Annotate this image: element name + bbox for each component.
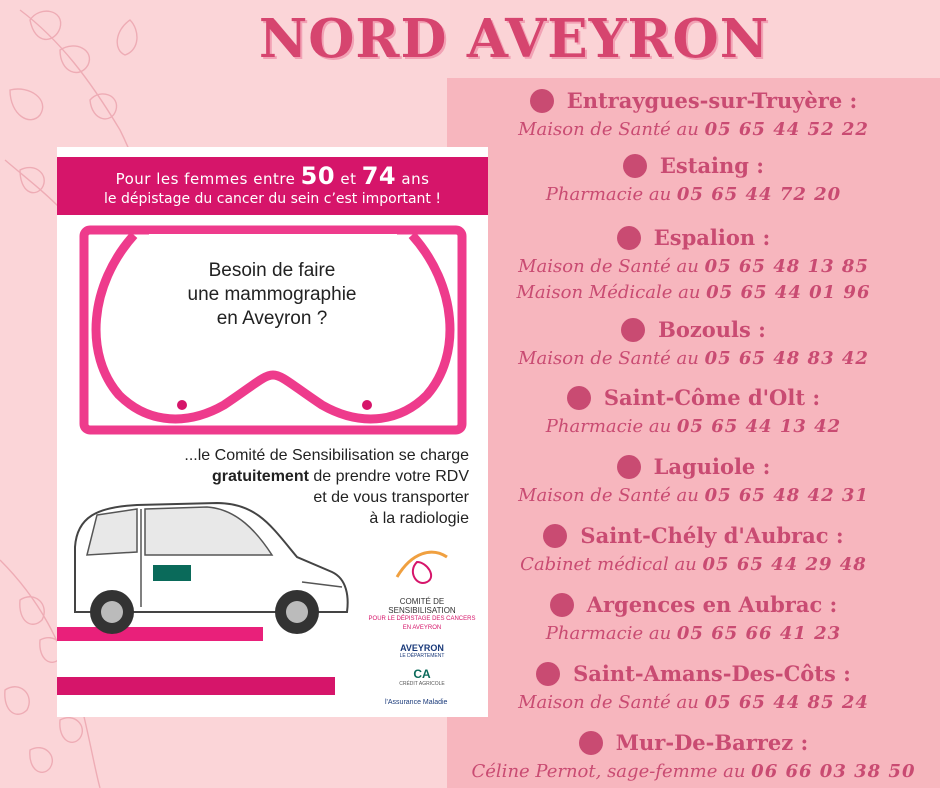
- town-name: [617, 454, 771, 479]
- header-prefix: Pour les femmes entre: [115, 170, 301, 188]
- contact-label: Pharmacie au: [545, 622, 677, 644]
- contact-label: Céline Pernot, sage-femme au: [471, 760, 752, 782]
- contact-label: Maison de Santé au: [518, 347, 705, 369]
- question-line2: une mammographie: [187, 284, 357, 305]
- town-name: [536, 661, 851, 686]
- contact-line: [447, 621, 940, 647]
- bullet-dot-icon: [567, 386, 591, 410]
- contact-line: [447, 414, 940, 440]
- phone-number[interactable]: 05 65 66 41 23: [676, 622, 842, 644]
- bullet-dot-icon: [536, 662, 560, 686]
- town-name: [623, 153, 764, 178]
- town-label: Argences en Aubrac :: [586, 592, 838, 617]
- header-age-min: 50: [300, 162, 336, 190]
- contact-label: Maison de Santé au: [518, 255, 705, 277]
- contact-label: Cabinet médical au: [520, 553, 703, 575]
- town-entry: [447, 592, 940, 647]
- town-name: [550, 592, 838, 617]
- header-age-max: 74: [361, 162, 397, 190]
- pink-stripe-lower: [57, 677, 335, 695]
- bullet-dot-icon: [617, 455, 641, 479]
- poster: [57, 147, 488, 717]
- town-entry: [447, 730, 940, 785]
- contact-label: Pharmacie au: [545, 415, 677, 437]
- contact-label: Pharmacie au: [545, 183, 677, 205]
- contact-line: [447, 759, 940, 785]
- csc-logo-text: COMITÉ DE SENSIBILISATION: [388, 597, 456, 615]
- question-line1: Besoin de faire: [208, 260, 336, 281]
- csc-logo-sub: POUR LE DÉPISTAGE DES CANCERS: [368, 616, 476, 622]
- aveyron-logo-text: AVEYRON: [400, 643, 444, 653]
- csc-logo-sub2: EN AVEYRON: [402, 625, 442, 631]
- town-label: Laguiole :: [653, 454, 771, 479]
- phone-number[interactable]: 05 65 44 01 96: [706, 281, 871, 303]
- town-name: [543, 523, 843, 548]
- town-entry: [447, 454, 940, 509]
- contact-line: [447, 483, 940, 509]
- town-entry: [447, 523, 940, 578]
- page-title: NORD AVEYRON: [258, 8, 770, 70]
- town-label: Saint-Chély d'Aubrac :: [580, 523, 844, 548]
- town-label: Bozouls :: [658, 317, 766, 342]
- town-entry: [447, 317, 940, 372]
- body-line4: à la radiologie: [369, 510, 469, 527]
- town-label: Espalion :: [653, 225, 771, 250]
- town-name: [617, 225, 770, 250]
- contact-label: Maison de Santé au: [518, 691, 705, 713]
- assurance-maladie-logo: l'Assurance Maladie: [385, 699, 448, 706]
- ca-logo-text: CA: [413, 667, 431, 681]
- town-entry: [447, 88, 940, 143]
- body-line2: [117, 466, 469, 487]
- town-entry: [447, 661, 940, 716]
- contact-line: [447, 346, 940, 372]
- phone-number[interactable]: 05 65 44 85 24: [704, 691, 869, 713]
- bullet-dot-icon: [617, 226, 641, 250]
- bullet-dot-icon: [530, 89, 554, 113]
- town-name: [579, 730, 808, 755]
- contact-line: [447, 117, 940, 143]
- phone-number[interactable]: 05 65 44 72 20: [676, 183, 842, 205]
- body-bold-word: gratuitement: [212, 468, 309, 485]
- town-entry: [447, 385, 940, 440]
- phone-number[interactable]: 05 65 44 29 48: [702, 553, 867, 575]
- contact-line: [447, 280, 940, 306]
- town-label: Mur-De-Barrez :: [615, 730, 809, 755]
- body-line1: ...le Comité de Sensibilisation se charge: [184, 447, 469, 464]
- contact-label: Maison de Santé au: [518, 484, 705, 506]
- contact-label: Maison de Santé au: [518, 118, 705, 140]
- phone-number[interactable]: 06 66 03 38 50: [751, 760, 916, 782]
- town-entry: [447, 225, 940, 306]
- town-name: [530, 88, 858, 113]
- ca-logo-sub: CRÉDIT AGRICOLE: [399, 681, 445, 687]
- poster-header-line1: [57, 162, 488, 190]
- header-mid: et: [335, 170, 362, 188]
- phone-number[interactable]: 05 65 44 52 22: [704, 118, 869, 140]
- bullet-dot-icon: [543, 524, 567, 548]
- contact-label: Maison Médicale au: [516, 281, 707, 303]
- body-line3: et de vous transporter: [313, 489, 469, 506]
- question-line3: en Aveyron ?: [216, 308, 328, 329]
- breast-illustration: [79, 225, 467, 437]
- phone-number[interactable]: 05 65 48 13 85: [704, 255, 869, 277]
- poster-header-line2: le dépistage du cancer du sein c’est important !: [104, 191, 441, 207]
- bullet-dot-icon: [579, 731, 603, 755]
- contact-line: [447, 690, 940, 716]
- aveyron-logo-sub: LE DÉPARTEMENT: [399, 653, 445, 659]
- header-suffix: ans: [396, 170, 430, 188]
- phone-number[interactable]: 05 65 48 42 31: [704, 484, 869, 506]
- bullet-dot-icon: [623, 154, 647, 178]
- bullet-dot-icon: [621, 318, 645, 342]
- van-illustration: [57, 487, 357, 647]
- poster-header: [57, 157, 488, 215]
- town-label: Estaing :: [659, 153, 765, 178]
- town-entry: [447, 153, 940, 208]
- town-label: Saint-Côme d'Olt :: [603, 385, 821, 410]
- mammography-question: [177, 259, 367, 331]
- town-name: [567, 385, 820, 410]
- body-line2-rest: de prendre votre RDV: [308, 468, 469, 485]
- bullet-dot-icon: [550, 593, 574, 617]
- phone-number[interactable]: 05 65 48 83 42: [704, 347, 869, 369]
- town-name: [621, 317, 766, 342]
- contact-line: [447, 254, 940, 280]
- town-label: Entraygues-sur-Truyère :: [566, 88, 858, 113]
- town-label: Saint-Amans-Des-Côts :: [573, 661, 851, 686]
- contact-line: [447, 552, 940, 578]
- phone-number[interactable]: 05 65 44 13 42: [676, 415, 842, 437]
- contact-line: [447, 182, 940, 208]
